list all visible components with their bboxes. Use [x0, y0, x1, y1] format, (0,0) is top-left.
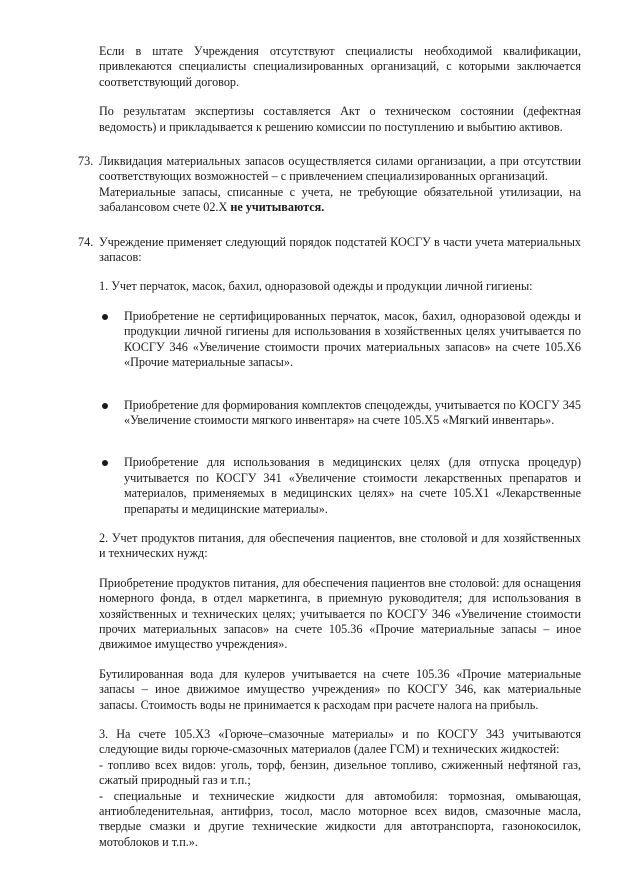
clause-74-intro: Учреждение применяет следующий порядок подстатей КОСГУ в части учета материальных запасов: [99, 234, 581, 265]
clause-73-offbalance-bold: не учитываются. [230, 200, 325, 215]
section-3-fuel: - топливо всех видов: уголь, торф, бензин, дизельное топливо, сжиженный нефтяной газ, сжатый природный газ и т.п.; [99, 757, 581, 788]
paragraph-specialists: Если в штате Учреждения отсутствуют специалисты необходимой квалификации, привлекаются специалисты специализированных организаций, с которыми заключается соответствующий договор. [99, 44, 581, 89]
list-item [99, 309, 581, 371]
clause-73 [78, 154, 581, 216]
list-item-text: Приобретение для формирования комплектов спецодежды, учитывается по КОСГУ 345 «Увеличение стоимости мягкого инвентаря» на счете 105.Х5 «Мягкий инвентарь». [124, 397, 581, 427]
bullet-icon [102, 460, 108, 466]
list-item-text: Приобретение для использования в медицинских целях (для отпуска процедур) учитывается по КОСГУ 341 «Увеличение стоимости лекарственных препаратов и материалов, применяемых в медицинских целях» на счете 105.Х1 «Лекарственные препараты и медицинские материалы». [124, 455, 581, 516]
paragraph-expertise-act: По результатам экспертизы составляется Акт о техническом состоянии (дефектная ведомость) и прикладывается к решению комиссии по поступлению и выбытию активов. [99, 104, 581, 134]
list-item-text: Приобретение не сертифицированных перчаток, масок, бахил, одноразовой одежды и продукции личной гигиены для использования в хозяйственных целях учитывается по КОСГУ 346 «Увеличение стоимости прочих материальных запасов» на счете 105.Х6 «Прочие материальные запасы». [124, 308, 581, 370]
section-1-title: 1. Учет перчаток, масок, бахил, одноразовой одежды и продукции личной гигиены: [99, 279, 533, 294]
section-3-title: 3. На счете 105.Х3 «Горюче–смазочные материалы» и по КОСГУ 343 учитываются следующие виды горюче-смазочных материалов (далее ГСМ) и технических жидкостей: [99, 727, 581, 757]
clause-73-offbalance-text: Материальные запасы, списанные с учета, не требующие обязательной утилизации, на забалансовом счете 02.Х [99, 184, 581, 215]
clause-73-text: Ликвидация материальных запасов осуществляется силами организации, а при отсутствии соответствующих возможностей – с привлечением специализированных организаций. [99, 154, 581, 184]
section-3-fluids: - специальные и технические жидкости для автомобиля: тормозная, омывающая, антиобледенительная, антифриз, тосол, масло моторное всех видов, смазочные масла, твердые смазки и другие технические жидкости для автотранспорта, газонокосилок, мотоблоков и т.п.». [99, 788, 581, 849]
clause-number: 74. [78, 234, 94, 249]
list-item [99, 455, 581, 517]
bullet-icon [102, 314, 108, 320]
clause-73-offbalance [99, 185, 581, 216]
section-2-food: Приобретение продуктов питания, для обеспечения пациентов вне столовой: для оснащения номерного фонда, в отдел маркетинга, в приемную руководителя; для использования в хозяйственных и технических целях; учитывается по КОСГУ 346 «Увеличение стоимости прочих материальных запасов» на счете 105.36 «Прочие материальные запасы – иное движимое имущество учреждения». [99, 575, 581, 652]
clause-74 [78, 234, 581, 851]
section-2-water: Бутилированная вода для кулеров учитывается на счете 105.36 «Прочие материальные запасы – иное движимое имущество учреждения» по КОСГУ 346, как материальные запасы. Стоимость воды не принимается к расходам при расчете налога на прибыль. [99, 666, 581, 712]
section-2-title: 2. Учет продуктов питания, для обеспечения пациентов, вне столовой и для хозяйственных и технических нужд: [99, 530, 581, 561]
list-item [99, 398, 581, 429]
clause-number: 73. [78, 154, 94, 169]
section-1-list [99, 309, 581, 517]
bullet-icon [102, 403, 108, 409]
